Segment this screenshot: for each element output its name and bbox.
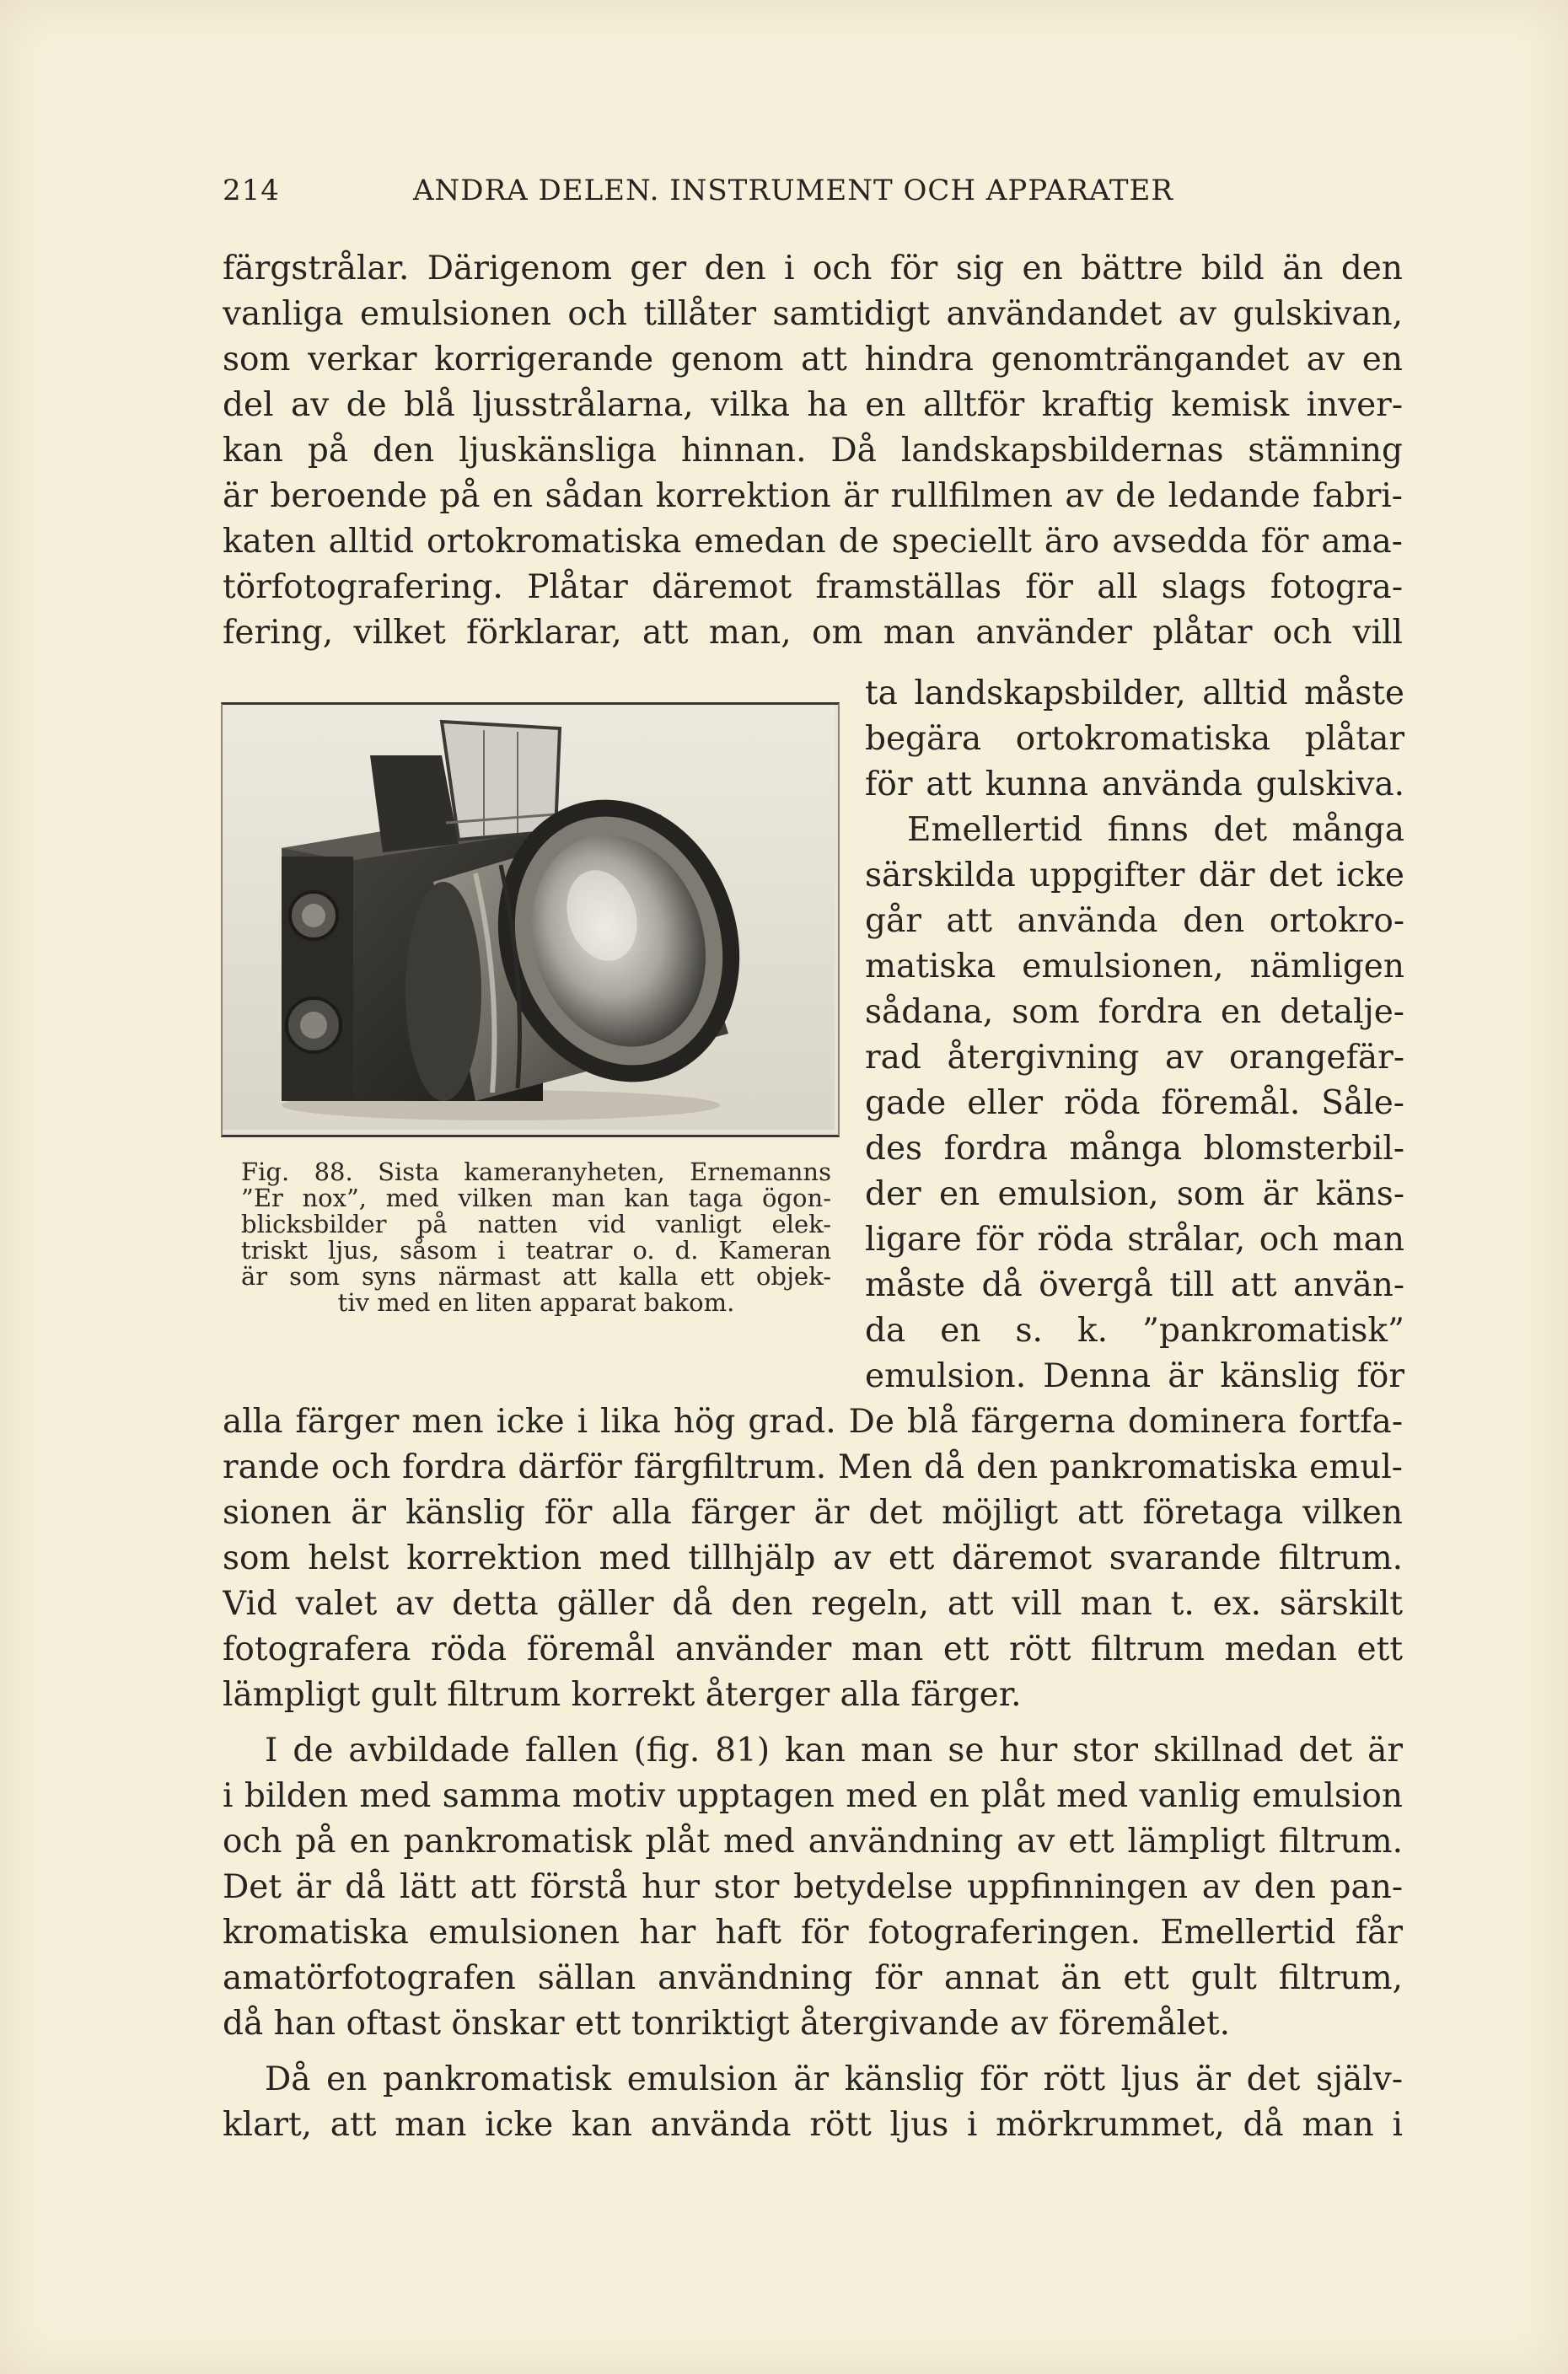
text-line: törfotografering. Plåtar däremot framställas för all slags fotogra- — [223, 568, 1403, 606]
text-line: klart, att man icke kan använda rött ljus i mörkrummet, då man i — [223, 2106, 1403, 2144]
text-line: fotografera röda föremål använder man ett rött filtrum medan ett — [223, 1630, 1403, 1668]
text-line: alla färger men icke i lika hög grad. De blå färgerna dominera fortfa- — [223, 1403, 1403, 1441]
text-line: kan på den ljuskänsliga hinnan. Då landskapsbildernas stämning — [223, 432, 1403, 470]
text-line: och på en pankromatisk plåt med användning av ett lämpligt filtrum. — [223, 1823, 1403, 1861]
text-line: del av de blå ljusstrålarna, vilka ha en alltför kraftig kemisk inver- — [223, 386, 1403, 424]
text-line: vanliga emulsionen och tillåter samtidigt användandet av gulskivan, — [223, 295, 1403, 333]
text-line: des fordra många blomsterbil- — [865, 1130, 1404, 1168]
text-line: I de avbildade fallen (fig. 81) kan man se hur stor skillnad det är — [265, 1732, 1403, 1770]
text-line: rad återgivning av orangefär- — [865, 1039, 1404, 1077]
text-line: ligare för röda strålar, och man — [865, 1221, 1404, 1259]
text-line: Då en pankromatisk emulsion är känslig för rött ljus är det själv- — [265, 2060, 1403, 2098]
text-line: särskilda uppgifter där det icke — [865, 857, 1404, 894]
text-line: som verkar korrigerande genom att hindra genomträngandet av en — [223, 341, 1403, 379]
caption-line: blicksbilder på natten vid vanligt elek- — [241, 1210, 831, 1238]
text-line: katen alltid ortokromatiska emedan de speciellt äro avsedda för ama- — [223, 523, 1403, 561]
text-line: måste då övergå till att använ- — [865, 1266, 1404, 1304]
text-line: begära ortokromatiska plåtar — [865, 720, 1404, 758]
caption-line: är som syns närmast att kalla ett objek- — [241, 1262, 831, 1291]
text-line: emulsion. Denna är känslig för — [865, 1357, 1404, 1395]
text-line: rande och fordra därför färgfiltrum. Men då den pankromatiska emul- — [223, 1448, 1403, 1486]
caption-line: Fig. 88. Sista kameranyheten, Ernemanns — [241, 1157, 831, 1186]
text-line: lämpligt gult filtrum korrekt återger alla färger. — [223, 1676, 1022, 1714]
caption-line: ”Er nox”, med vilken man kan taga ögon- — [241, 1184, 831, 1212]
text-line: Det är då lätt att förstå hur stor betydelse uppfinningen av den pan- — [223, 1868, 1403, 1906]
text-line: ta landskapsbilder, alltid måste — [865, 674, 1404, 712]
camera-figure — [221, 702, 840, 1137]
running-title: ANDRA DELEN. INSTRUMENT OCH APPARATER — [413, 174, 1173, 207]
text-line: fering, vilket förklarar, att man, om man använder plåtar och vill — [223, 614, 1403, 652]
text-line: sådana, som fordra en detalje- — [865, 993, 1404, 1031]
text-line: amatörfotografen sällan användning för annat än ett gult filtrum, — [223, 1959, 1403, 1997]
caption-line: triskt ljus, såsom i teatrar o. d. Kameran — [241, 1236, 831, 1265]
text-line: för att kunna använda gulskiva. — [865, 765, 1404, 803]
text-line: matiska emulsionen, nämligen — [865, 948, 1404, 986]
text-line: gade eller röda föremål. Såle- — [865, 1084, 1404, 1122]
text-line: går att använda den ortokro- — [865, 902, 1404, 940]
page-number: 214 — [223, 174, 280, 207]
text-line: der en emulsion, som är käns- — [865, 1175, 1404, 1213]
figure-caption — [241, 1159, 831, 1316]
text-line: sionen är känslig för alla färger är det möjligt att företaga vilken — [223, 1494, 1403, 1532]
text-line: då han oftast önskar ett tonriktigt återgivande av föremålet. — [223, 2005, 1231, 2043]
caption-line: tiv med en liten apparat bakom. — [337, 1288, 735, 1317]
text-line: Emellertid finns det många — [907, 811, 1404, 849]
text-line: Vid valet av detta gäller då den regeln, att vill man t. ex. särskilt — [223, 1585, 1403, 1623]
text-line: da en s. k. ”pankromatisk” — [865, 1312, 1404, 1350]
camera-illustration — [223, 705, 835, 1130]
text-line: färgstrålar. Därigenom ger den i och för sig en bättre bild än den — [223, 250, 1403, 287]
text-line: är beroende på en sådan korrektion är rullfilmen av de ledande fabri- — [223, 477, 1403, 515]
text-line: i bilden med samma motiv upptagen med en plåt med vanlig emulsion — [223, 1777, 1403, 1815]
text-line: kromatiska emulsionen har haft för fotograferingen. Emellertid får — [223, 1914, 1403, 1952]
running-header — [223, 174, 1259, 216]
text-line: som helst korrektion med tillhjälp av ett däremot svarande filtrum. — [223, 1539, 1403, 1577]
